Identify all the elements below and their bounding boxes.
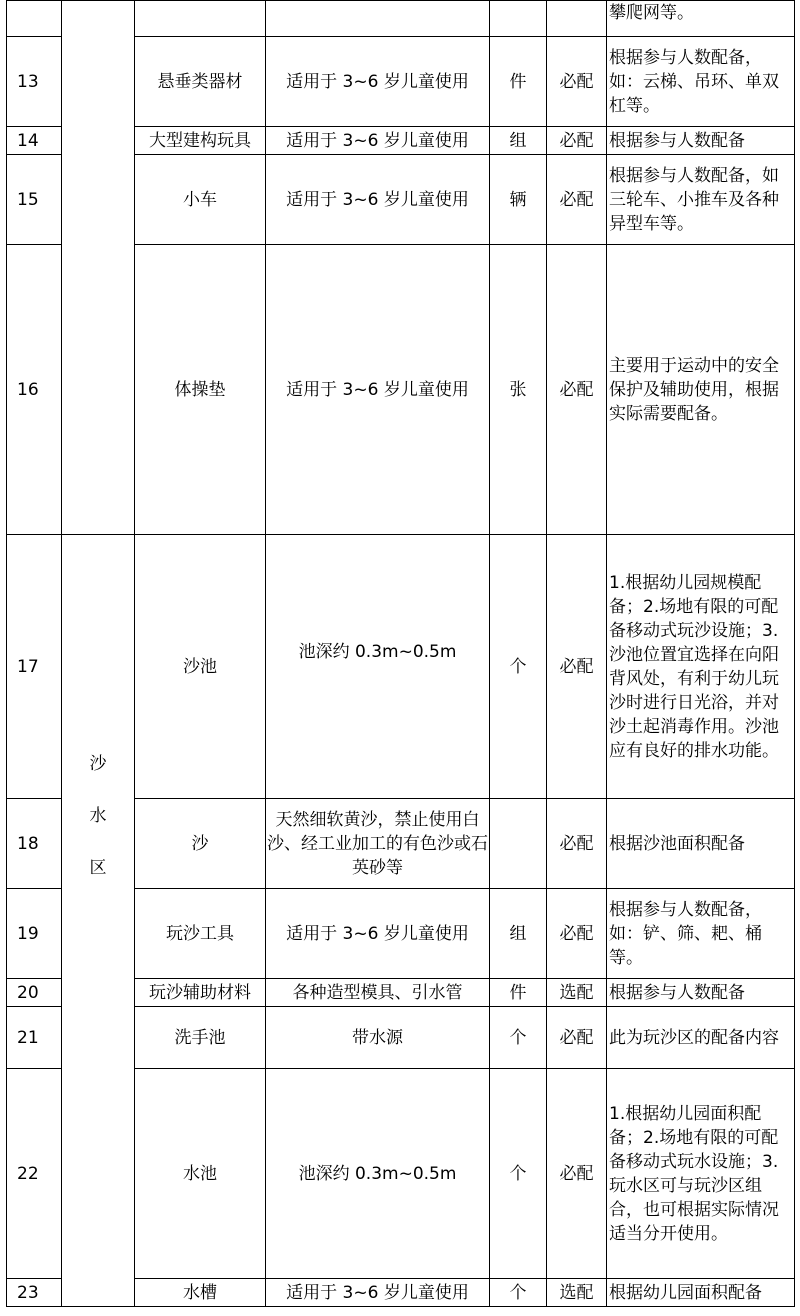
row-number: 20 (7, 979, 62, 1007)
item-spec: 适用于 3~6 岁儿童使用 (266, 127, 490, 155)
item-requirement: 必配 (547, 1007, 607, 1069)
item-note: 根据幼儿园面积配备 (607, 1279, 795, 1307)
item-spec: 天然细软黄沙，禁止使用白沙、经工业加工的有色沙或石英砂等 (266, 799, 490, 889)
row-number: 15 (7, 155, 62, 245)
item-spec: 适用于 3~6 岁儿童使用 (266, 889, 490, 979)
area-cell-top (62, 1, 135, 535)
item-unit: 个 (490, 1007, 547, 1069)
item-name: 体操垫 (135, 245, 266, 535)
item-unit: 辆 (490, 155, 547, 245)
area-label-char: 水 (89, 806, 107, 826)
item-requirement: 必配 (547, 799, 607, 889)
item-unit: 个 (490, 535, 547, 799)
item-unit: 组 (490, 127, 547, 155)
item-note: 此为玩沙区的配备内容 (607, 1007, 795, 1069)
item-note: 主要用于运动中的安全保护及辅助使用，根据实际需要配备。 (607, 245, 795, 535)
area-label-char: 沙 (89, 754, 107, 774)
item-name: 水槽 (135, 1279, 266, 1307)
item-unit: 组 (490, 889, 547, 979)
item-note: 根据参与人数配备 (607, 979, 795, 1007)
item-unit: 张 (490, 245, 547, 535)
item-spec: 池深约 0.3m~0.5m (266, 1069, 490, 1279)
item-name: 悬垂类器材 (135, 37, 266, 127)
item-name (135, 1, 266, 37)
item-requirement: 选配 (547, 979, 607, 1007)
row-number: 16 (7, 245, 62, 535)
area-label-char: 区 (89, 858, 107, 878)
row-number: 19 (7, 889, 62, 979)
item-spec: 适用于 3~6 岁儿童使用 (266, 155, 490, 245)
item-spec: 带水源 (266, 1007, 490, 1069)
item-name: 洗手池 (135, 1007, 266, 1069)
item-requirement: 必配 (547, 245, 607, 535)
item-spec: 适用于 3~6 岁儿童使用 (266, 245, 490, 535)
item-requirement: 必配 (547, 37, 607, 127)
item-spec: 池深约 0.3m~0.5m (266, 535, 490, 799)
item-requirement: 必配 (547, 155, 607, 245)
item-name: 水池 (135, 1069, 266, 1279)
item-note: 根据参与人数配备，如：云梯、吊环、单双杠等。 (607, 37, 795, 127)
item-spec: 各种造型模具、引水管 (266, 979, 490, 1007)
equipment-table (6, 0, 795, 1307)
item-note: 攀爬网等。 (607, 1, 795, 37)
item-name: 小车 (135, 155, 266, 245)
item-spec: 适用于 3~6 岁儿童使用 (266, 1279, 490, 1307)
item-spec: 适用于 3~6 岁儿童使用 (266, 37, 490, 127)
row-number: 18 (7, 799, 62, 889)
item-unit (490, 799, 547, 889)
row-number: 13 (7, 37, 62, 127)
item-note: 根据参与人数配备 (607, 127, 795, 155)
item-name: 沙池 (135, 535, 266, 799)
item-note: 根据沙池面积配备 (607, 799, 795, 889)
item-spec (266, 1, 490, 37)
item-requirement: 必配 (547, 889, 607, 979)
item-note: 根据参与人数配备，如：铲、筛、耙、桶等。 (607, 889, 795, 979)
row-number: 23 (7, 1279, 62, 1307)
item-requirement: 选配 (547, 1279, 607, 1307)
item-note: 根据参与人数配备，如三轮车、小推车及各种异型车等。 (607, 155, 795, 245)
row-number: 14 (7, 127, 62, 155)
item-unit: 个 (490, 1069, 547, 1279)
row-number: 21 (7, 1007, 62, 1069)
item-note: 1.根据幼儿园面积配备；2.场地有限的可配备移动式玩水设施；3.玩水区可与玩沙区组合，也可根据实际情况适当分开使用。 (607, 1069, 795, 1279)
area-label-sand-water (62, 535, 135, 1307)
item-note: 1.根据幼儿园规模配备；2.场地有限的可配备移动式玩沙设施；3.沙池位置宜选择在向阳背风处，有利于幼儿玩沙时进行日光浴，并对沙土起消毒作用。沙池应有良好的排水功能。 (607, 535, 795, 799)
item-unit (490, 1, 547, 37)
row-number (7, 1, 62, 37)
item-unit: 个 (490, 1279, 547, 1307)
item-name: 玩沙辅助材料 (135, 979, 266, 1007)
table-row (7, 535, 795, 799)
table-row (7, 1, 795, 37)
item-unit: 件 (490, 979, 547, 1007)
item-name: 玩沙工具 (135, 889, 266, 979)
item-requirement: 必配 (547, 127, 607, 155)
item-name: 沙 (135, 799, 266, 889)
item-requirement (547, 1, 607, 37)
item-requirement: 必配 (547, 535, 607, 799)
row-number: 22 (7, 1069, 62, 1279)
item-requirement: 必配 (547, 1069, 607, 1279)
item-unit: 件 (490, 37, 547, 127)
item-name: 大型建构玩具 (135, 127, 266, 155)
row-number: 17 (7, 535, 62, 799)
